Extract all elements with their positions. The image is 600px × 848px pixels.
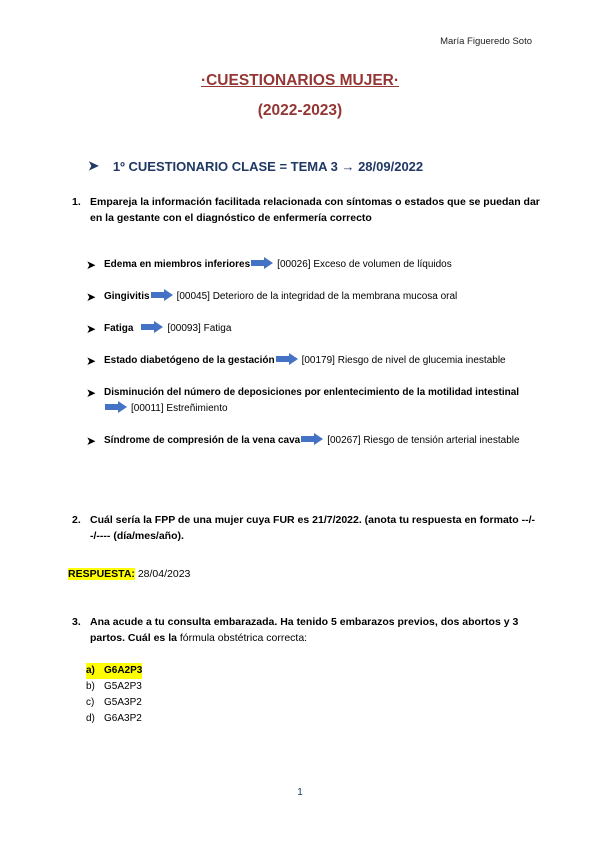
- match-item: [86, 353, 536, 369]
- match-item: [86, 289, 536, 305]
- match-diagnosis: [00267] Riesgo de tensión arterial inestable: [327, 435, 520, 446]
- question-number: 2.: [72, 514, 81, 526]
- match-diagnosis: [00026] Exceso de volumen de líquidos: [277, 259, 452, 270]
- question-2: [72, 512, 542, 544]
- arrow-bullet-icon: ➤: [86, 322, 97, 336]
- page-number: 1: [297, 787, 303, 798]
- option-text: G5A3P2: [104, 697, 142, 708]
- option-text: G6A3P2: [104, 713, 142, 724]
- match-item: [86, 257, 536, 273]
- match-diagnosis: [00011] Estreñimiento: [131, 403, 228, 414]
- question-number: 1.: [72, 196, 81, 208]
- option-text: G5A2P3: [104, 681, 142, 692]
- match-item: [86, 433, 536, 449]
- answer-option: [86, 695, 142, 711]
- match-term: Gingivitis: [104, 291, 150, 302]
- question-3: [72, 614, 542, 646]
- section-heading: [88, 158, 423, 174]
- question-1: [72, 194, 542, 226]
- answer-label: RESPUESTA:: [68, 568, 135, 580]
- match-diagnosis: [00045] Deterioro de la integridad de la membrana mucosa oral: [176, 291, 458, 302]
- question-text: Ana acude a tu consulta embarazada. Ha tenido 5 embarazos previos, dos abortos y 3 partos. Cuál es la: [90, 616, 519, 644]
- match-item: [86, 321, 536, 337]
- arrow-bullet-icon: ➤: [86, 290, 97, 304]
- match-term: Edema en miembros inferiores: [104, 259, 251, 270]
- question-number: 3.: [72, 616, 81, 628]
- right-arrow-icon: [251, 257, 273, 269]
- match-item: [86, 385, 536, 417]
- arrow-bullet-icon: ➤: [86, 258, 97, 272]
- match-diagnosis: [00179] Riesgo de nivel de glucemia inestable: [301, 355, 506, 366]
- arrow-bullet-icon: ➤: [86, 434, 97, 448]
- match-diagnosis: [00093] Fatiga: [167, 323, 232, 334]
- section-heading-label: 1º CUESTIONARIO CLASE = TEMA 3 → 28/09/2022: [112, 158, 424, 174]
- answer-line: [68, 568, 190, 580]
- option-letter: c): [86, 697, 95, 708]
- arrow-bullet-icon: ➤: [86, 386, 97, 400]
- answer-option: [86, 679, 142, 695]
- arrow-bullet-icon: ➤: [88, 158, 99, 173]
- right-arrow-icon: [105, 401, 127, 413]
- right-arrow-icon: [151, 289, 173, 301]
- arrow-bullet-icon: ➤: [86, 354, 97, 368]
- question-text: Empareja la información facilitada relacionada con síntomas o estados que se puedan dar en la gestante con el diagnóstico de enfermería correcto: [90, 196, 540, 224]
- match-term: Fatiga: [104, 323, 134, 334]
- match-term: Síndrome de compresión de la vena cava: [104, 435, 301, 446]
- match-term: Estado diabetógeno de la gestación: [104, 355, 275, 366]
- question-text: Cuál sería la FPP de una mujer cuya FUR es 21/7/2022. (anota tu respuesta en formato --/--/---- (día/mes/año).: [90, 514, 536, 542]
- option-letter: d): [86, 713, 95, 724]
- page-title: ·CUESTIONARIOS MUJER·: [200, 72, 400, 89]
- right-arrow-icon: [301, 433, 323, 445]
- option-text: G6A2P3: [104, 663, 142, 679]
- right-arrow-icon: [141, 321, 163, 333]
- answer-option-selected: [86, 663, 142, 679]
- answer-option: [86, 711, 142, 727]
- answer-value: 28/04/2023: [137, 568, 191, 580]
- option-letter: a): [86, 665, 95, 676]
- header-author: María Figueredo Soto: [440, 36, 532, 47]
- match-term: Disminución del número de deposiciones por enlentecimiento de la motilidad intestinal: [104, 387, 520, 398]
- right-arrow-icon: [276, 353, 298, 365]
- page-subtitle: (2022-2023): [257, 102, 343, 119]
- option-letter: b): [86, 681, 95, 692]
- question-text-normal: fórmula obstétrica correcta:: [179, 632, 308, 644]
